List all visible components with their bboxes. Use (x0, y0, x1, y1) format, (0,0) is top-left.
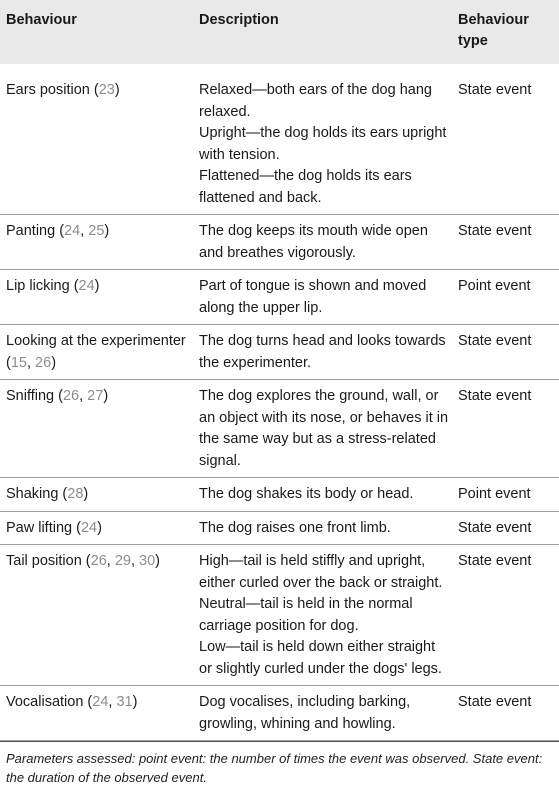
behaviour-name-cell: Panting (24, 25) (6, 223, 110, 239)
behaviour-type-cell: State event (458, 82, 532, 98)
behaviour-name: Looking at the experimenter (6, 333, 186, 349)
description-text: The dog explores the ground, wall, or an object with its nose, or behaves it in the same way but as a stress-related signal. (199, 388, 449, 469)
behaviour-name: Ears position (6, 82, 90, 98)
reference-link[interactable]: 24 (78, 278, 95, 294)
table-row (0, 215, 559, 270)
table-row (0, 270, 559, 325)
behaviour-type-cell: State event (458, 694, 532, 710)
reference-link[interactable]: 25 (88, 223, 105, 239)
header-row (0, 0, 559, 64)
behaviour-name: Paw lifting (6, 519, 73, 536)
table-row (0, 478, 559, 512)
behaviour-name: Lip licking (6, 278, 70, 294)
header-behaviour: Behaviour (6, 12, 77, 28)
description-text: Flattened—the dog holds its ears flattened and back. (199, 168, 412, 206)
header-description: Description (199, 12, 279, 28)
behaviour-name-cell: Ears position (23) (6, 82, 120, 98)
behaviour-name: Panting (6, 223, 56, 239)
behaviour-name-cell: Shaking (28) (6, 486, 89, 502)
description-cell (199, 478, 458, 512)
table-row (0, 380, 559, 478)
behaviour-type-cell: State event (458, 333, 532, 349)
reference-link[interactable]: 30 (139, 553, 156, 569)
description-cell (199, 215, 458, 270)
behaviour-type-cell: State event (458, 519, 532, 536)
behaviour-type-cell: State event (458, 223, 532, 239)
reference-link[interactable]: 26 (35, 354, 52, 371)
behaviour-name: Vocalisation (6, 694, 84, 710)
description-text: The dog shakes its body or head. (199, 486, 414, 502)
behaviour-name-cell: Sniffing (26, 27) (6, 388, 109, 404)
behaviour-type-cell: Point event (458, 486, 531, 502)
description-cell (199, 686, 458, 741)
behaviour-type-cell: Point event (458, 278, 531, 294)
reference-link[interactable]: 23 (98, 82, 115, 98)
reference-link[interactable]: 26 (62, 388, 80, 404)
header-type-line2: type (458, 33, 488, 49)
description-cell (199, 270, 458, 325)
behaviour-name: Tail position (6, 553, 82, 569)
reference-link[interactable]: 29 (114, 553, 131, 569)
description-cell (199, 511, 458, 545)
description-text: Neutral—tail is held in the normal carriage position for dog. (199, 596, 413, 634)
description-text: Low—tail is held down either straight or slightly curled under the dogs' legs. (199, 639, 442, 677)
table-header (0, 0, 559, 64)
table-row (0, 686, 559, 741)
reference-link[interactable]: 15 (10, 354, 27, 371)
table-footnote: Parameters assessed: point event: the number of times the event was observed. State event: the duration of the observed event. (0, 741, 559, 787)
description-text: High—tail is held stiffly and upright, either curled over the back or straight. (199, 553, 443, 591)
behaviour-type-cell: State event (458, 553, 532, 569)
behaviour-name: Shaking (6, 486, 59, 502)
header-behaviour-type (458, 0, 559, 64)
description-text: The dog raises one front limb. (199, 519, 391, 536)
table-row (0, 511, 559, 545)
reference-link[interactable]: 24 (64, 223, 81, 239)
description-text: Relaxed—both ears of the dog hang relaxed. (199, 82, 432, 120)
reference-link[interactable]: 27 (87, 388, 104, 404)
table-body (0, 64, 559, 741)
reference-link[interactable]: 31 (116, 694, 133, 710)
behaviour-name-cell: Vocalisation (24, 31) (6, 694, 138, 710)
reference-link[interactable]: 26 (90, 553, 107, 569)
description-text: Dog vocalises, including barking, growling, whining and howling. (199, 694, 411, 732)
behaviour-name: Sniffing (6, 388, 55, 404)
table-row (0, 545, 559, 686)
behaviour-name-cell: Looking at the experimenter (15, 26) (6, 333, 186, 371)
description-cell (199, 64, 458, 215)
description-text: Upright—the dog holds its ears upright with tension. (199, 125, 447, 163)
description-text: Part of tongue is shown and moved along the upper lip. (199, 278, 427, 316)
reference-link[interactable]: 28 (67, 486, 84, 502)
behaviour-name-cell: Paw lifting (24) (6, 519, 102, 536)
description-cell (199, 545, 458, 686)
behaviour-name-cell: Tail position (26, 29, 30) (6, 553, 161, 569)
description-cell (199, 325, 458, 380)
description-text: The dog turns head and looks towards the experimenter. (199, 333, 446, 371)
behaviour-name-cell: Lip licking (24) (6, 278, 100, 294)
header-type-line1: Behaviour (458, 12, 529, 28)
behaviour-type-cell: State event (458, 388, 532, 404)
description-text: The dog keeps its mouth wide open and breathes vigorously. (199, 223, 428, 261)
table-row (0, 64, 559, 215)
reference-link[interactable]: 24 (80, 519, 98, 536)
reference-link[interactable]: 24 (92, 694, 109, 710)
table-row (0, 325, 559, 380)
description-cell (199, 380, 458, 478)
